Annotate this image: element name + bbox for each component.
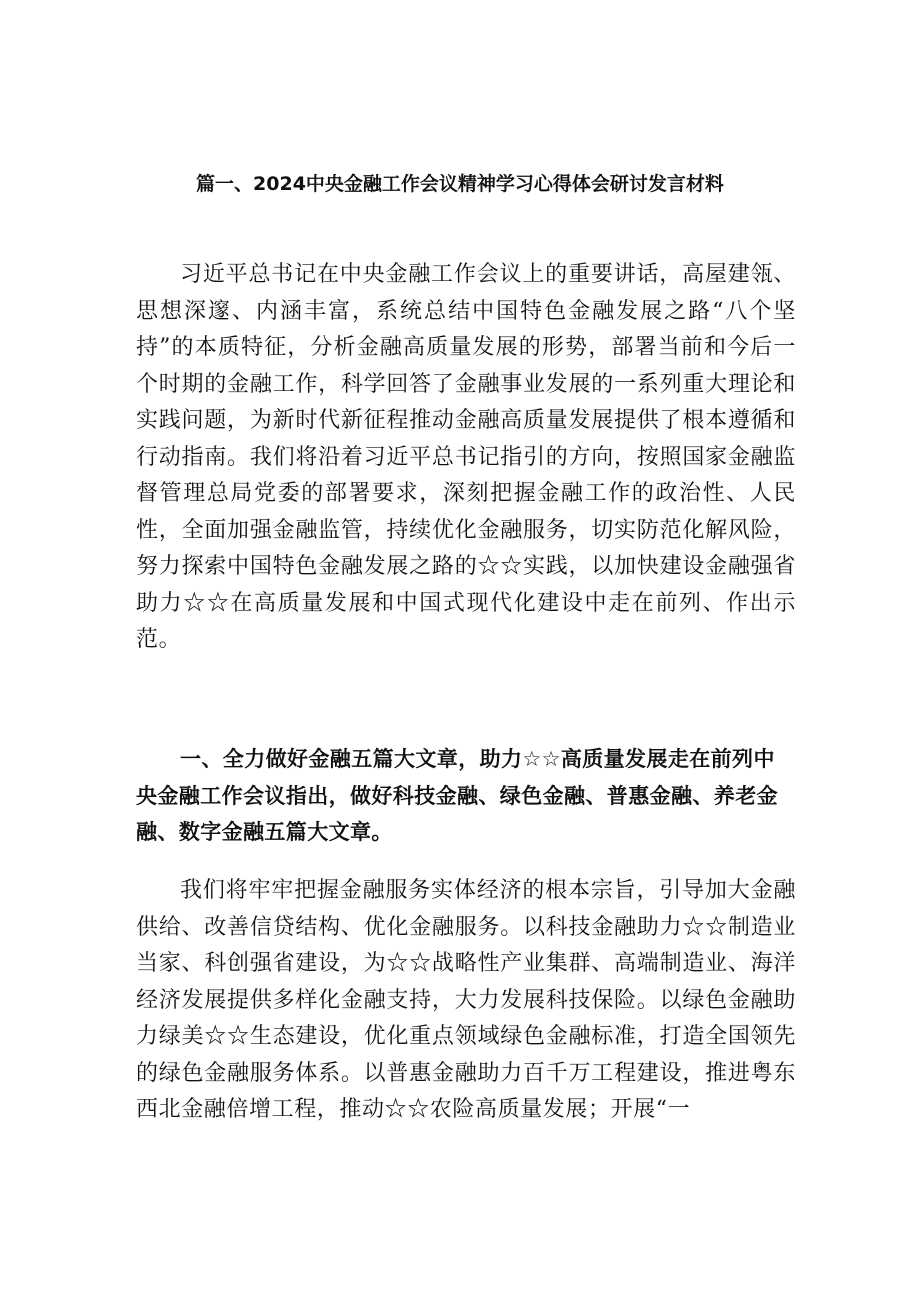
- intro-paragraph: 习近平总书记在中央金融工作会议上的重要讲话，高屋建瓴、思想深邃、内涵丰富，系统总结中国特色金融发展之路“八个坚持”的本质特征，分析金融高质量发展的形势，部署当前和今后一个时期的金融工作，科学回答了金融事业发展的一系列重大理论和实践问题，为新时代新征程推动金融高质量发展提供了根本遵循和行动指南。我们将沿着习近平总书记指引的方向，按照国家金融监督管理总局党委的部署要求，深刻把握金融工作的政治性、人民性，全面加强金融监管，持续优化金融服务，切实防范化解风险，努力探索中国特色金融发展之路的☆☆实践，以加快建设金融强省助力☆☆在高质量发展和中国式现代化建设中走在前列、作出示范。: [136, 262, 796, 652]
- document-title: 篇一、2024中央金融工作会议精神学习心得体会研讨发言材料: [196, 173, 724, 195]
- section-body-paragraph: 我们将牢牢把握金融服务实体经济的根本宗旨，引导加大金融供给、改善信贷结构、优化金融服务。以科技金融助力☆☆制造业当家、科创强省建设，为☆☆战略性产业集群、高端制造业、海洋经济发展提供多样化金融支持，大力发展科技保险。以绿色金融助力绿美☆☆生态建设，优化重点领域绿色金融标准，打造全国领先的绿色金融服务体系。以普惠金融助力百千万工程建设，推进粤东西北金融倍增工程，推动☆☆农险高质量发展；开展“一: [136, 878, 796, 1122]
- section-heading: 一、全力做好金融五篇大文章，助力☆☆高质量发展走在前列中央金融工作会议指出，做好科技金融、绿色金融、普惠金融、养老金融、数字金融五篇大文章。: [136, 747, 778, 844]
